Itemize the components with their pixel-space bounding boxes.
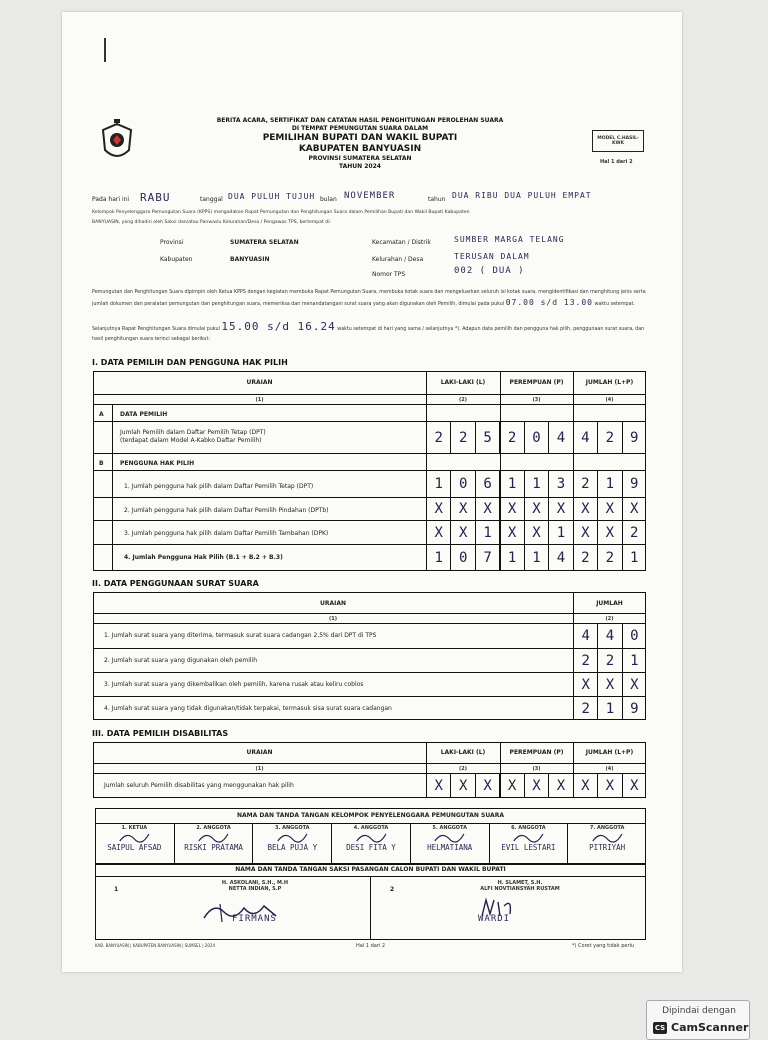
hari-value: RABU bbox=[140, 191, 171, 204]
b4-digit-7: 2 bbox=[573, 545, 597, 570]
s2-r3-digit-1: X bbox=[573, 673, 597, 696]
b3-digit-4: X bbox=[499, 521, 523, 544]
s3-n2: (2) bbox=[458, 766, 468, 772]
kpps-signature-icon-5 bbox=[413, 831, 486, 843]
saksi2-cands2: ALFI NOVTIANSYAH RUSTAM bbox=[480, 886, 560, 892]
kpps-signature-icon-4 bbox=[335, 831, 408, 843]
kabupaten-value: BANYUASIN bbox=[230, 256, 270, 263]
kpps-role-7: 7. ANGGOTA bbox=[589, 825, 625, 831]
cs-logo-icon: CS bbox=[654, 1024, 666, 1032]
s3-r1-digit-1: X bbox=[426, 774, 450, 798]
s1-n4: (4) bbox=[605, 397, 614, 403]
s3-r1-digit-9: X bbox=[622, 774, 646, 798]
s2-r3-digit-3: X bbox=[622, 673, 646, 696]
s2-r1-digit-2: 4 bbox=[597, 624, 621, 648]
dpt-digit-1: 2 bbox=[426, 422, 450, 453]
p2-time: 15.00 s/d 16.24 bbox=[221, 320, 336, 333]
b2-digit-6: X bbox=[548, 498, 572, 520]
kpps-title: NAMA DAN TANDA TANGAN KELOMPOK PENYELENGGARA PEMUNGUTAN SUARA bbox=[237, 812, 504, 819]
kpps-signature-icon-6 bbox=[492, 831, 565, 843]
s2-r4-digit-2: 1 bbox=[597, 697, 621, 720]
b4-digit-2: 0 bbox=[450, 545, 474, 570]
s3-col-j: JUMLAH (L+P) bbox=[585, 749, 634, 756]
kpps-member-3 bbox=[252, 823, 331, 864]
b1-digit-8: 1 bbox=[597, 471, 621, 497]
kpps-name-1: SAIPUL AFSAD bbox=[107, 843, 162, 852]
s2-r3-digit-2: X bbox=[597, 673, 621, 696]
s3-r1-digit-6: X bbox=[548, 774, 572, 798]
kpps-name-7: PITRIYAH bbox=[589, 843, 626, 852]
s2-n1: (1) bbox=[328, 616, 338, 622]
kpps-name-6: EVIL LESTARI bbox=[501, 843, 556, 852]
hari-label: Pada hari ini bbox=[92, 196, 130, 203]
s1-a-title: DATA PEMILIH bbox=[120, 411, 168, 418]
b2-digit-7: X bbox=[573, 498, 597, 520]
s2-r1-digit-3: 0 bbox=[622, 624, 646, 648]
kpps-signature-icon-3 bbox=[256, 831, 329, 843]
provinsi-label: Provinsi bbox=[160, 239, 184, 246]
s1-n3: (3) bbox=[532, 397, 541, 403]
b1-digit-9: 9 bbox=[622, 471, 646, 497]
b1-digit-7: 2 bbox=[573, 471, 597, 497]
s2-n2: (2) bbox=[605, 616, 614, 622]
kpu-logo-icon bbox=[100, 118, 134, 164]
b1-digit-3: 6 bbox=[475, 471, 499, 497]
s1-n1: (1) bbox=[255, 397, 264, 403]
saksi2-name: WARDI bbox=[478, 914, 511, 924]
b2-digit-5: X bbox=[524, 498, 548, 520]
p1-time: 07.00 s/d 13.00 bbox=[505, 298, 593, 307]
dpt-sub: (terdapat dalam Model A-Kabko Daftar Pemilih) bbox=[120, 437, 262, 444]
s1-col-j: JUMLAH (L+P) bbox=[585, 379, 634, 386]
kelurahan-label: Kelurahan / Desa bbox=[372, 256, 424, 263]
b4-label: 4. Jumlah Pengguna Hak Pilih (B.1 + B.2 + B.3) bbox=[124, 554, 283, 561]
s1-col-p: PEREMPUAN (P) bbox=[509, 379, 564, 386]
tahun-value: DUA RIBU DUA PULUH EMPAT bbox=[452, 191, 592, 200]
b1-digit-6: 3 bbox=[548, 471, 572, 497]
scanner-brand: CamScanner bbox=[671, 1021, 749, 1034]
s3-r1-digit-8: X bbox=[597, 774, 621, 798]
header-line5: PROVINSI SUMATERA SELATAN bbox=[308, 155, 412, 162]
s1-col-l: LAKI-LAKI (L) bbox=[440, 379, 486, 386]
bulan-value: NOVEMBER bbox=[344, 191, 396, 201]
b3-digit-3: 1 bbox=[475, 521, 499, 544]
b3-digit-1: X bbox=[426, 521, 450, 544]
s2-r2-digit-3: 1 bbox=[622, 649, 646, 672]
dpt-digit-9: 9 bbox=[622, 422, 646, 453]
saksi1-name: FIRMANS bbox=[232, 914, 277, 924]
s3-r1-label: Jumlah seluruh Pemilih disabilitas yang menggunakan hak pilih bbox=[104, 782, 294, 789]
dpt-digit-5: 0 bbox=[524, 422, 548, 453]
s2-r2-label: 2. Jumlah surat suara yang digunakan oleh pemilih bbox=[104, 657, 258, 664]
section2-title: II. DATA PENGGUNAAN SURAT SUARA bbox=[92, 579, 259, 588]
b1-digit-1: 1 bbox=[426, 471, 450, 497]
section2-table bbox=[93, 592, 646, 720]
b3-digit-6: 1 bbox=[548, 521, 572, 544]
s3-col-l: LAKI-LAKI (L) bbox=[440, 749, 486, 756]
b4-digit-4: 1 bbox=[499, 545, 523, 570]
s3-r1-digit-2: X bbox=[450, 774, 474, 798]
s2-r4-digit-1: 2 bbox=[573, 697, 597, 720]
kabupaten-label: Kabupaten bbox=[160, 256, 193, 263]
kecamatan-value: SUMBER MARGA TELANG bbox=[454, 235, 565, 244]
b4-digit-9: 1 bbox=[622, 545, 646, 570]
intro-text1: Kelompok Penyelenggara Pemungutan Suara (KPPS) mengadakan Rapat Pemungutan dan Penghitungan Suara dalam Pemilihan Bupati dan Wakil Bupati Kabupaten bbox=[92, 210, 470, 215]
kpps-member-1 bbox=[95, 823, 174, 864]
header-line1: BERITA ACARA, SERTIFIKAT DAN CATATAN HASIL PENGHITUNGAN PEROLEHAN SUARA bbox=[216, 117, 504, 124]
b4-digit-6: 4 bbox=[548, 545, 572, 570]
header-line3: PEMILIHAN BUPATI DAN WAKIL BUPATI bbox=[262, 133, 458, 143]
kpps-member-4 bbox=[331, 823, 410, 864]
s1-b-code: B bbox=[99, 460, 104, 467]
s2-r4-digit-3: 9 bbox=[622, 697, 646, 720]
page-label: Hal 1 dari 2 bbox=[600, 159, 633, 165]
kpps-role-5: 5. ANGGOTA bbox=[432, 825, 467, 831]
kpps-member-5 bbox=[410, 823, 489, 864]
section3-title: III. DATA PEMILIH DISABILITAS bbox=[92, 729, 229, 738]
s3-r1-digit-3: X bbox=[475, 774, 499, 798]
saksi1-no: 1 bbox=[114, 886, 119, 893]
b3-label: 3. Jumlah pengguna hak pilih dalam Daftar Pemilih Tambahan (DPK) bbox=[124, 530, 329, 537]
kpps-role-4: 4. ANGGOTA bbox=[353, 825, 389, 831]
scanner-line1: Dipindai dengan bbox=[662, 1006, 736, 1016]
provinsi-value: SUMATERA SELATAN bbox=[230, 239, 299, 246]
b2-label: 2. Jumlah pengguna hak pilih dalam Daftar Pemilih Pindahan (DPTb) bbox=[124, 507, 329, 514]
footer-left: KAB. BANYUASIN | KABUPATEN BANYUASIN | SUMSEL | 2024 bbox=[95, 943, 215, 948]
kpps-role-6: 6. ANGGOTA bbox=[511, 825, 546, 831]
b4-digit-1: 1 bbox=[426, 545, 450, 570]
b2-digit-9: X bbox=[622, 498, 646, 520]
footer-right: *) Coret yang tidak perlu bbox=[572, 943, 635, 949]
saksi-title: NAMA DAN TANDA TANGAN SAKSI PASANGAN CALON BUPATI DAN WAKIL BUPATI bbox=[235, 866, 506, 873]
b2-digit-8: X bbox=[597, 498, 621, 520]
b1-digit-2: 0 bbox=[450, 471, 474, 497]
header-line2: DI TEMPAT PEMUNGUTAN SUARA DALAM bbox=[291, 125, 429, 132]
s2-col-uraian: URAIAN bbox=[319, 600, 347, 607]
kpps-member-2 bbox=[174, 823, 253, 864]
saksi2-cands: H. SLAMET, S.H. bbox=[497, 880, 543, 886]
kpps-name-3: BELA PUJA Y bbox=[267, 843, 318, 852]
kpps-signature-icon-7 bbox=[571, 831, 644, 843]
s3-n4: (4) bbox=[605, 766, 614, 772]
body-paragraph1: Pemungutan dan Penghitungan Suara dipimpin oleh Ketua KPPS dengan kegiatan membuka Rapat Pemungutan Suara, membuka kotak suara dan mengeluarkan seluruh isi kotak suara, mengidentifikasi dan menghitung jenis serta jumlah dokumen dan peralatan pemungutan dan penghitungan suara, memeriksa dan menandatangani surat suara yang akan digunakan oleh Pemilih, dimulai pada pukul 07.00 s/d 13.00 waktu setempat. bbox=[92, 290, 646, 307]
dpt-digit-7: 4 bbox=[573, 422, 597, 453]
dpt-digit-6: 4 bbox=[548, 422, 572, 453]
s1-a-code: A bbox=[99, 411, 104, 418]
b4-digit-5: 1 bbox=[524, 545, 548, 570]
dpt-digit-8: 2 bbox=[597, 422, 621, 453]
kelurahan-value: TERUSAN DALAM bbox=[454, 252, 530, 261]
s2-r1-label: 1. Jumlah surat suara yang diterima, termasuk surat suara cadangan 2,5% dari DPT di TPS bbox=[104, 632, 377, 639]
dpt-digit-2: 2 bbox=[450, 422, 474, 453]
dpt-label: Jumlah Pemilih dalam Daftar Pemilih Tetap (DPT) bbox=[120, 429, 266, 436]
saksi1-signature-icon bbox=[200, 898, 280, 924]
saksi1-cands: H. ASKOLANI, S.H., M.H bbox=[221, 880, 289, 886]
b1-label: 1. Jumlah pengguna hak pilih dalam Daftar Pemilih Tetap (DPT) bbox=[124, 483, 314, 490]
form-code-box: MODEL C.HASIL-KWK bbox=[592, 130, 644, 152]
saksi2-no: 2 bbox=[390, 886, 395, 893]
kpps-role-1: 1. KETUA bbox=[121, 825, 148, 831]
s1-n2: (2) bbox=[458, 397, 468, 403]
s2-col-j: JUMLAH bbox=[596, 600, 623, 607]
s3-n3: (3) bbox=[532, 766, 541, 772]
kpps-role-3: 3. ANGGOTA bbox=[275, 825, 310, 831]
kpps-name-4: DESI FITA Y bbox=[346, 843, 396, 852]
dpt-digit-4: 2 bbox=[499, 422, 523, 453]
s1-b-title: PENGGUNA HAK PILIH bbox=[120, 460, 195, 467]
intro-text2: BANYUASIN, yang dihadiri oleh Saksi dan/atau Panwaslu Kelurahan/Desa / Pengawas TPS, bertempat di: bbox=[92, 220, 332, 225]
bulan-label: bulan bbox=[320, 196, 337, 203]
kpps-member-6 bbox=[489, 823, 568, 864]
s3-r1-digit-4: X bbox=[499, 774, 523, 798]
kpps-signature-icon-2 bbox=[177, 831, 250, 843]
b3-digit-8: X bbox=[597, 521, 621, 544]
s3-r1-digit-7: X bbox=[573, 774, 597, 798]
tanggal-value: DUA PULUH TUJUH bbox=[228, 192, 316, 201]
saksi2-signature-icon bbox=[478, 896, 518, 920]
camscanner-badge bbox=[646, 1000, 750, 1040]
footer-mid: Hal 1 dari 2 bbox=[356, 943, 386, 949]
s2-r1-digit-1: 4 bbox=[573, 624, 597, 648]
s1-col-uraian: URAIAN bbox=[246, 379, 273, 386]
s2-r4-label: 4. Jumlah surat suara yang tidak digunakan/tidak terpakai, termasuk sisa surat suara cadangan bbox=[104, 705, 392, 712]
kecamatan-label: Kecamatan / Distrik bbox=[372, 239, 431, 246]
s3-col-uraian: URAIAN bbox=[246, 749, 273, 756]
b2-digit-1: X bbox=[426, 498, 450, 520]
s2-r2-digit-1: 2 bbox=[573, 649, 597, 672]
kpps-signature-icon-1 bbox=[98, 831, 171, 843]
b4-digit-8: 2 bbox=[597, 545, 621, 570]
pen-mark bbox=[104, 38, 106, 62]
b1-digit-4: 1 bbox=[499, 471, 523, 497]
kpps-member-7 bbox=[567, 823, 646, 864]
tahun-label: tahun bbox=[428, 196, 446, 203]
tanggal-label: tanggal bbox=[200, 196, 223, 203]
section1-title: I. DATA PEMILIH DAN PENGGUNA HAK PILIH bbox=[92, 358, 288, 367]
s3-r1-digit-5: X bbox=[524, 774, 548, 798]
s2-r3-label: 3. Jumlah surat suara yang dikembalikan oleh pemilih, karena rusak atau keliru coblos bbox=[104, 681, 364, 688]
b3-digit-9: 2 bbox=[622, 521, 646, 544]
kpps-name-2: RISKI PRATAMA bbox=[184, 843, 243, 852]
b1-digit-5: 1 bbox=[524, 471, 548, 497]
b2-digit-2: X bbox=[450, 498, 474, 520]
b3-digit-5: X bbox=[524, 521, 548, 544]
s3-n1: (1) bbox=[255, 766, 264, 772]
dpt-digit-3: 5 bbox=[475, 422, 499, 453]
b4-digit-3: 7 bbox=[475, 545, 499, 570]
header-line4: KABUPATEN BANYUASIN bbox=[298, 144, 422, 154]
b2-digit-3: X bbox=[475, 498, 499, 520]
tps-value: 002 ( DUA ) bbox=[454, 266, 525, 276]
kpps-name-5: HELMATIANA bbox=[427, 843, 473, 852]
s3-col-p: PEREMPUAN (P) bbox=[509, 749, 564, 756]
tps-label: Nomor TPS bbox=[372, 271, 406, 278]
body-paragraph2: Selanjutnya Rapat Penghitungan Suara dimulai pukul 15.00 s/d 16.24 waktu setempat di hari yang sama / selanjutnya *). Adapun data pemilih dan pengguna hak pilih, penggunaan surat suara, dan hasil penghitungan suara terinci sebagai berikut: bbox=[92, 320, 645, 342]
s2-r2-digit-2: 2 bbox=[597, 649, 621, 672]
b3-digit-7: X bbox=[573, 521, 597, 544]
b3-digit-2: X bbox=[450, 521, 474, 544]
saksi1-cands2: NETTA INDIAN, S.P bbox=[228, 886, 282, 892]
b2-digit-4: X bbox=[499, 498, 523, 520]
header-line6: TAHUN 2024 bbox=[339, 163, 381, 170]
kpps-role-2: 2. ANGGOTA bbox=[196, 825, 231, 831]
